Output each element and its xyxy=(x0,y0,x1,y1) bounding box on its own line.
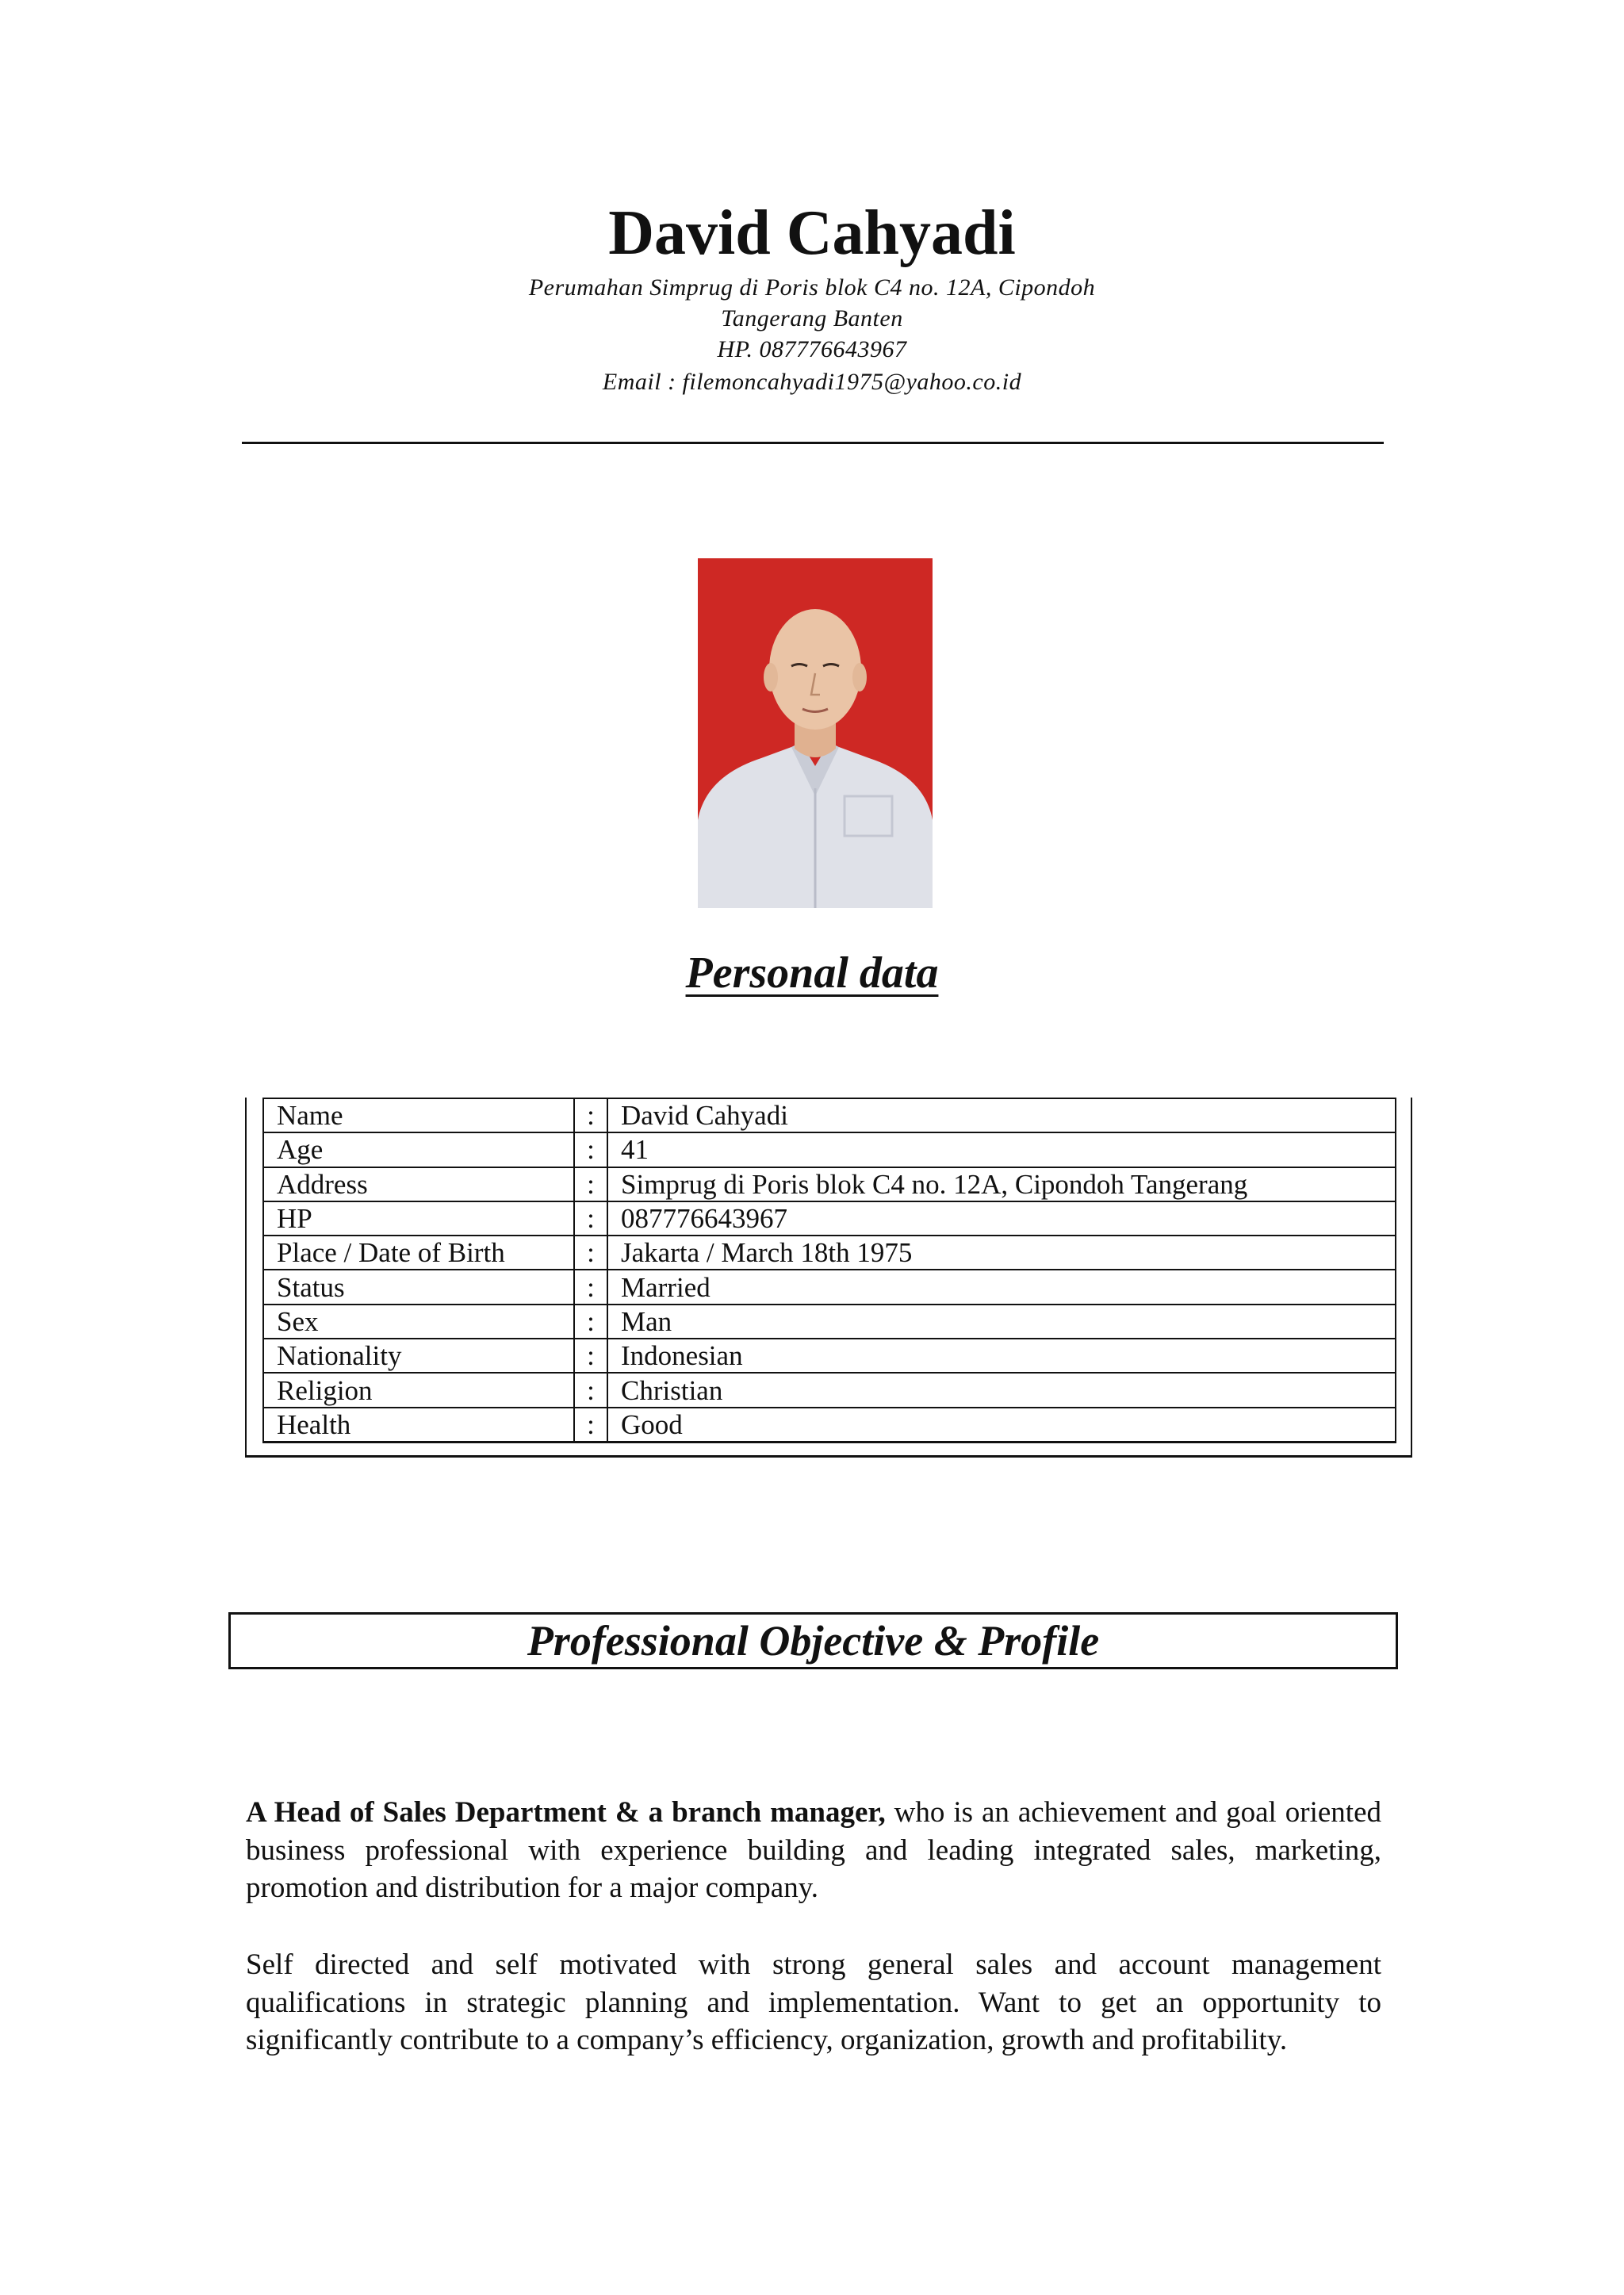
table-row xyxy=(263,1201,1396,1236)
row-label: Health xyxy=(263,1408,574,1443)
row-value: Jakarta / March 18th 1975 xyxy=(607,1236,1396,1270)
profile-paragraph-2: Self directed and self motivated with strong general sales and account management qualifications in strategic planning and implementation. Want to get an opportunity to significantly contribute to a company’s efficiency, organization, growth and profitability. xyxy=(246,1948,1381,2056)
personal-data-frame xyxy=(245,1098,1412,1458)
row-value: Man xyxy=(607,1305,1396,1339)
row-value: Good xyxy=(607,1408,1396,1443)
row-separator: : xyxy=(574,1132,607,1167)
row-separator: : xyxy=(574,1201,607,1236)
row-label: Address xyxy=(263,1167,574,1201)
profile-paragraph-1-text: who is an achievement and goal oriented business professional with experience building and leading integrated sales, marketing, promotion and distribution for a major company. xyxy=(246,1796,1382,1904)
row-label: Name xyxy=(263,1098,574,1132)
table-row xyxy=(263,1270,1396,1304)
row-value: Simprug di Poris blok C4 no. 12A, Cipondoh Tangerang xyxy=(607,1167,1396,1201)
table-row xyxy=(263,1167,1396,1201)
resume-name: David Cahyadi xyxy=(608,198,1016,268)
row-value: Christian xyxy=(607,1373,1396,1407)
table-row xyxy=(263,1132,1396,1167)
row-label: Place / Date of Birth xyxy=(263,1236,574,1270)
row-label: Sex xyxy=(263,1305,574,1339)
portrait-photo xyxy=(698,558,933,908)
phone-line: HP. 087776643967 xyxy=(717,336,907,362)
row-separator: : xyxy=(574,1270,607,1304)
table-row xyxy=(263,1339,1396,1373)
row-separator: : xyxy=(574,1408,607,1443)
row-separator: : xyxy=(574,1373,607,1407)
row-separator: : xyxy=(574,1236,607,1270)
portrait-photo-icon xyxy=(698,558,933,908)
row-label: Religion xyxy=(263,1373,574,1407)
email-line: Email : filemoncahyadi1975@yahoo.co.id xyxy=(602,369,1022,395)
profile-role-bold: A Head of Sales Department & a branch manager, xyxy=(246,1796,886,1829)
row-separator: : xyxy=(574,1305,607,1339)
row-value: Indonesian xyxy=(607,1339,1396,1373)
row-value: 41 xyxy=(607,1132,1396,1167)
address-line-1: Perumahan Simprug di Poris blok C4 no. 12A, Cipondoh xyxy=(528,274,1096,301)
row-value: 087776643967 xyxy=(607,1201,1396,1236)
row-value: Married xyxy=(607,1270,1396,1304)
address-line-2: Tangerang Banten xyxy=(721,305,903,331)
table-row xyxy=(263,1408,1396,1443)
row-label: Status xyxy=(263,1270,574,1304)
row-label: Age xyxy=(263,1132,574,1167)
row-value: David Cahyadi xyxy=(607,1098,1396,1132)
objective-heading: Professional Objective & Profile xyxy=(527,1617,1100,1665)
personal-data-heading: Personal data xyxy=(685,948,939,998)
header-divider xyxy=(242,442,1384,444)
objective-heading-box xyxy=(228,1612,1398,1669)
row-label: HP xyxy=(263,1201,574,1236)
table-row xyxy=(263,1305,1396,1339)
row-label: Nationality xyxy=(263,1339,574,1373)
table-row xyxy=(263,1236,1396,1270)
table-row xyxy=(263,1373,1396,1407)
profile-paragraph-1 xyxy=(246,1794,1381,1907)
table-row xyxy=(263,1098,1396,1132)
row-separator: : xyxy=(574,1339,607,1373)
row-separator: : xyxy=(574,1167,607,1201)
row-separator: : xyxy=(574,1098,607,1132)
personal-data-table xyxy=(262,1098,1396,1443)
